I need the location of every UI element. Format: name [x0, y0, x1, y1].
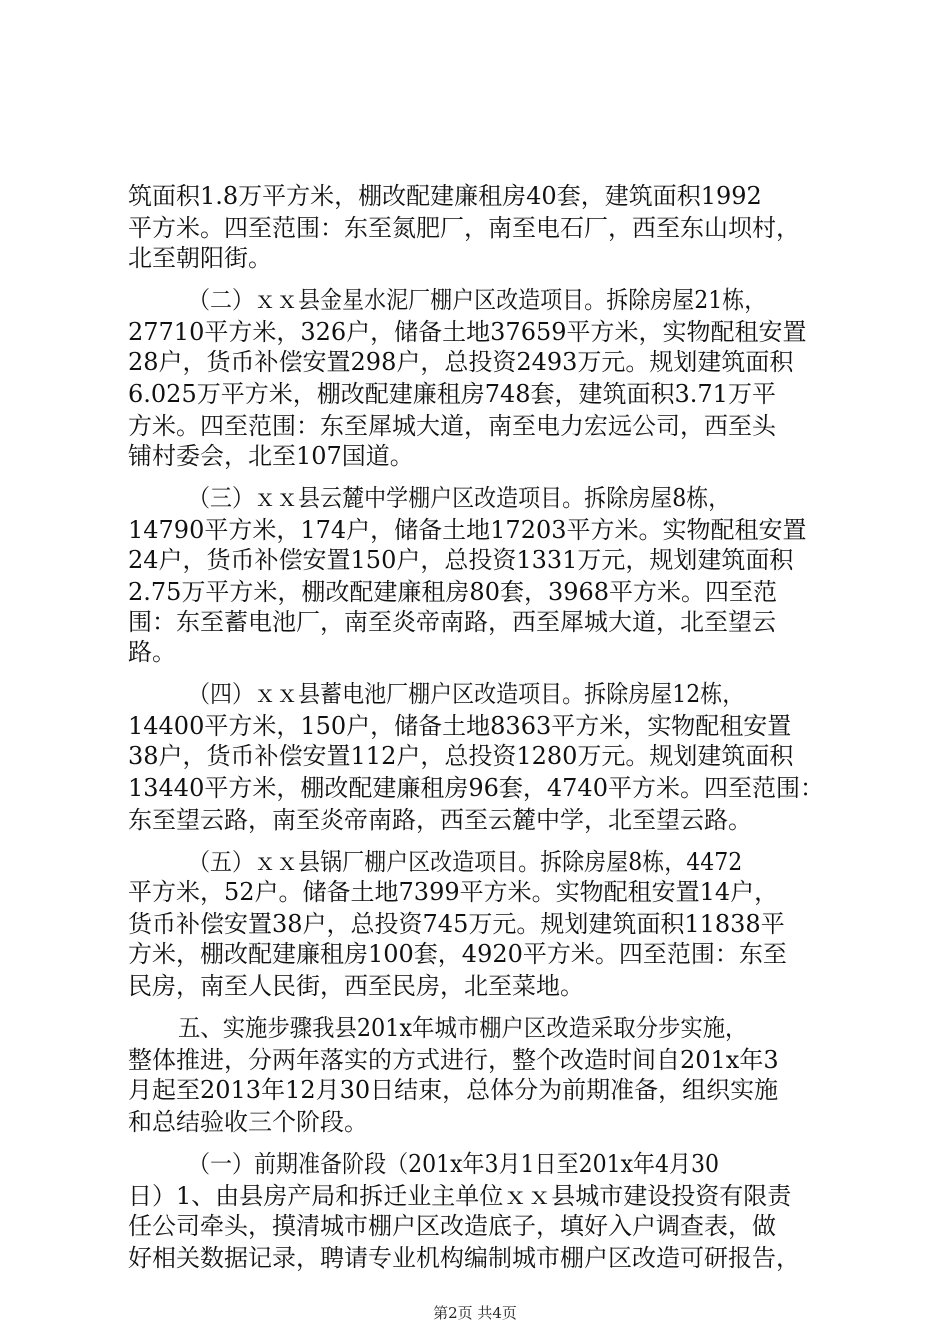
text-line: 2.75万平方米，棚改配建廉租房80套，3968平方米。四至范: [128, 578, 778, 606]
text-line: （一）前期准备阶段（201x年3月1日至201x年4月30: [188, 1150, 720, 1178]
text-line: 24户，货币补偿安置150户，总投资1331万元，规划建筑面积: [128, 546, 794, 574]
text-line: 货币补偿安置38户，总投资745万元。规划建筑面积11838平: [128, 910, 785, 938]
text-line: 筑面积1.8万平方米，棚改配建廉租房40套，建筑面积1992: [128, 182, 762, 210]
text-line: 任公司牵头，摸清城市棚户区改造底子，填好入户调查表，做: [128, 1212, 776, 1240]
text-line: 平方米，52户。储备土地7399平方米。实物配租安置14户，: [128, 878, 779, 906]
text-line: （五）ｘｘ县锅厂棚户区改造项目。拆除房屋8栋，4472: [188, 848, 743, 876]
text-line: 和总结验收三个阶段。: [128, 1108, 368, 1136]
text-line: 6.025万平方米，棚改配建廉租房748套，建筑面积3.71万平: [128, 380, 776, 408]
text-line: （三）ｘｘ县云麓中学棚户区改造项目。拆除房屋8栋，: [188, 484, 731, 512]
text-line: 东至望云路，南至炎帝南路，西至云麓中学，北至望云路。: [128, 806, 752, 834]
text-line: 14790平方米，174户，储备土地17203平方米。实物配租安置: [128, 516, 807, 544]
text-line: 月起至2013年12月30日结束，总体分为前期准备，组织实施: [128, 1076, 779, 1104]
text-line: 五、实施步骤我县201x年城市棚户区改造采取分步实施，: [178, 1014, 748, 1042]
text-line: （四）ｘｘ县蓄电池厂棚户区改造项目。拆除房屋12栋，: [188, 680, 745, 708]
text-line: 围：东至蓄电池厂，南至炎帝南路，西至犀城大道，北至望云: [128, 608, 776, 636]
text-line: 整体推进，分两年落实的方式进行，整个改造时间自201x年3: [128, 1046, 779, 1074]
text-line: 28户，货币补偿安置298户，总投资2493万元。规划建筑面积: [128, 348, 794, 376]
text-line: 27710平方米，326户，储备土地37659平方米，实物配租安置: [128, 318, 807, 346]
text-line: 13440平方米，棚改配建廉租房96套，4740平方米。四至范围：: [128, 774, 824, 802]
text-line: 民房，南至人民街，西至民房，北至菜地。: [128, 972, 584, 1000]
text-line: 好相关数据记录，聘请专业机构编制城市棚户区改造可研报告，: [128, 1244, 800, 1272]
text-line: 14400平方米，150户，储备土地8363平方米，实物配租安置: [128, 712, 792, 740]
text-line: 铺村委会，北至107国道。: [128, 442, 414, 470]
text-line: 路。: [128, 638, 176, 666]
page-number-footer: 第2页 共4页: [433, 1304, 517, 1322]
text-line: 平方米。四至范围：东至氮肥厂，南至电石厂，西至东山坝村，: [128, 214, 800, 242]
text-line: 38户，货币补偿安置112户，总投资1280万元。规划建筑面积: [128, 742, 794, 770]
text-line: 北至朝阳街。: [128, 244, 272, 272]
text-line: 日）1、由县房产局和拆迁业主单位ｘｘ县城市建设投资有限责: [128, 1182, 792, 1210]
text-line: 方米。四至范围：东至犀城大道，南至电力宏远公司，西至头: [128, 412, 776, 440]
text-line: 方米，棚改配建廉租房100套，4920平方米。四至范围：东至: [128, 940, 787, 968]
text-line: （二）ｘｘ县金星水泥厂棚户区改造项目。拆除房屋21栋，: [188, 286, 767, 314]
